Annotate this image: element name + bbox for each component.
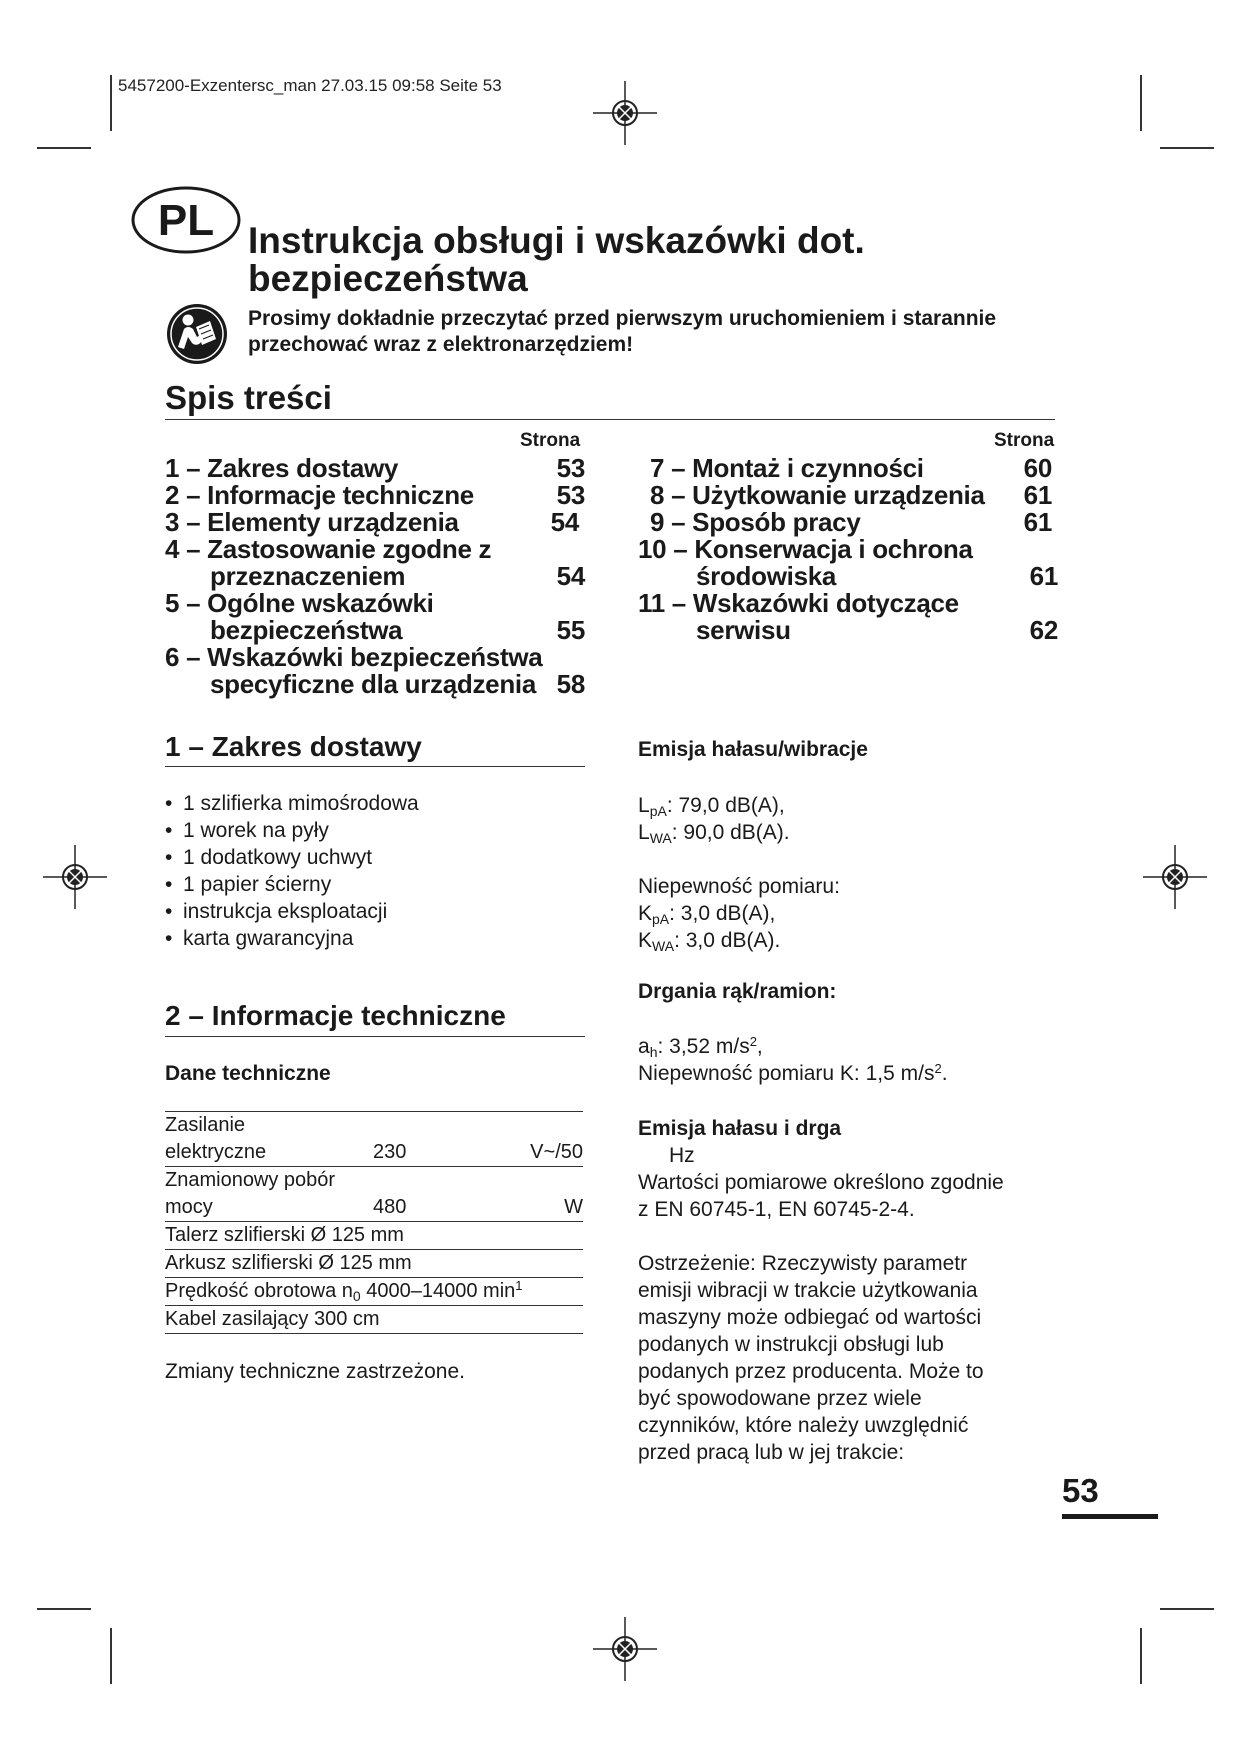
table-row: Kabel zasilający 300 cm <box>165 1305 583 1334</box>
toc-page-number: 55 <box>556 615 585 645</box>
registration-mark-icon <box>1143 845 1207 909</box>
registration-mark-icon <box>593 1617 657 1681</box>
section-heading: 1 – Zakres dostawy <box>165 731 422 762</box>
noise-values: $L_{pA}$: 79,0 dB(A), $L_{WA}$: 90,0 dB(A). Niepewność pomiaru: $K_{pA}$: 3,0 dB(A), $K_{WA}$: 3,0 dB(A). <box>638 794 840 954</box>
crop-mark <box>37 147 91 149</box>
page-title: Instrukcja obsługi i wskazówki dot. bezpieczeństwa <box>248 220 865 299</box>
toc-item[interactable]: 8 – Użytkowanie urządzenia 61 <box>650 480 1052 510</box>
tech-note: Zmiany techniczne zastrzeżone. <box>165 1360 465 1383</box>
toc-item[interactable]: 2 – Informacje techniczne 53 <box>165 480 585 510</box>
toc-page-number: 54 <box>550 507 579 537</box>
toc-page-number: 53 <box>556 480 585 510</box>
list-item: • instrukcja eksploatacji <box>165 898 585 925</box>
crop-mark <box>110 75 112 131</box>
vibration-values: $a_h$: 3,52 $m/s^2$, Niepewność pomiaru K: 1,5 $m/s^2$. <box>638 1034 948 1085</box>
toc-item[interactable]: 6 – Wskazówki bezpieczeństwa specyficzne dla urządzenia 58 <box>165 642 585 699</box>
registration-mark-icon <box>43 845 107 909</box>
delivery-list <box>165 790 585 952</box>
section-heading: 2 – Informacje techniczne <box>165 1000 506 1031</box>
list-item: • 1 dodatkowy uchwyt <box>165 844 585 871</box>
toc-divider <box>165 419 1055 420</box>
list-item: • 1 papier ścierny <box>165 871 585 898</box>
print-slug: 5457200-Exzentersc_man 27.03.15 09:58 Seite 53 <box>118 76 502 95</box>
intro-text: Prosimy dokładnie przeczytać przed pierwszym uruchomieniem i starannie przechować wraz z elektronarzędziem! <box>248 307 997 356</box>
toc-page-number: 53 <box>556 453 585 483</box>
table-row: Arkusz szlifierski Ø 125 mm <box>165 1249 583 1277</box>
toc-item[interactable]: 1 – Zakres dostawy 53 <box>165 453 585 483</box>
warning-text: Ostrzeżenie: Rzeczywisty parametr emisji wibracji w trakcie użytkowania maszyny może odbiegać od wartości podanych w instrukcji obsługi lub podanych przez producenta. Może to być spowodowane przez wiele czynników, które należy uwzględnić przed pracą lub w jej trakcie: <box>638 1252 984 1464</box>
toc-page-number: 62 <box>1029 615 1058 645</box>
subsection-heading: Dane techniczne <box>165 1062 331 1085</box>
vibration-heading: Drgania rąk/ramion: <box>638 980 837 1003</box>
toc-item[interactable]: 7 – Montaż i czynności 60 <box>650 453 1052 483</box>
toc-heading: Spis treści <box>165 379 332 416</box>
toc-item[interactable]: 10 – Konserwacja i ochrona środowiska 61 <box>638 534 1058 591</box>
spec-table <box>165 1111 583 1334</box>
crop-mark <box>1140 1628 1142 1684</box>
registration-mark-icon <box>593 81 657 145</box>
toc-page-number: 61 <box>1029 561 1058 591</box>
language-badge-label: PL <box>157 196 215 245</box>
crop-mark <box>110 1628 112 1684</box>
crop-mark <box>1140 75 1142 131</box>
toc-page-number: 58 <box>556 669 585 699</box>
toc-item[interactable]: 11 – Wskazówki dotyczące serwisu 62 <box>638 588 1058 645</box>
crop-mark <box>1160 147 1214 149</box>
read-manual-icon <box>166 303 228 365</box>
crop-mark <box>1160 1608 1214 1610</box>
toc-page-label-right: Strona <box>994 430 1055 451</box>
language-badge <box>131 186 241 254</box>
toc-item[interactable]: 9 – Sposób pracy 61 <box>650 507 1052 537</box>
toc-page-number: 60 <box>1023 453 1052 483</box>
table-row: Prędkość obrotowa $n_0$ 4000–14000 $\min^1$ <box>165 1277 583 1305</box>
page-number: 53 <box>1062 1472 1099 1509</box>
toc-item[interactable]: 3 – Elementy urządzenia 54 <box>165 507 579 537</box>
toc-page-number: 61 <box>1023 480 1052 510</box>
table-row: Talerz szlifierski Ø 125 mm <box>165 1221 583 1249</box>
toc-right-column <box>638 455 1058 644</box>
list-item: • 1 szlifierka mimośrodowa <box>165 790 585 817</box>
emission-heading: Emisja hałasu i drga <box>638 1117 842 1140</box>
toc-item[interactable]: 4 – Zastosowanie zgodne z przeznaczeniem 54 <box>165 534 585 591</box>
table-row: Zasilanie elektryczne 230 V~/50 <box>165 1111 583 1166</box>
toc-page-number: 54 <box>556 561 585 591</box>
toc-item[interactable]: 5 – Ogólne wskazówki bezpieczeństwa 55 <box>165 588 585 645</box>
list-item: • 1 worek na pyły <box>165 817 585 844</box>
section-divider <box>165 766 585 767</box>
toc-left-column <box>165 455 585 698</box>
crop-mark <box>37 1608 91 1610</box>
noise-heading: Emisja hałasu/wibracje <box>638 738 868 761</box>
toc-page-label-left: Strona <box>520 430 581 451</box>
toc-page-number: 61 <box>1023 507 1052 537</box>
emission-text: Hz Wartości pomiarowe określono zgodnie z EN 60745-1, EN 60745-2-4. <box>638 1144 1004 1221</box>
section-divider <box>165 1036 585 1037</box>
table-row: Znamionowy pobór mocy 480 W <box>165 1166 583 1221</box>
list-item: • karta gwarancyjna <box>165 925 585 952</box>
page-number-underline <box>1062 1514 1158 1519</box>
